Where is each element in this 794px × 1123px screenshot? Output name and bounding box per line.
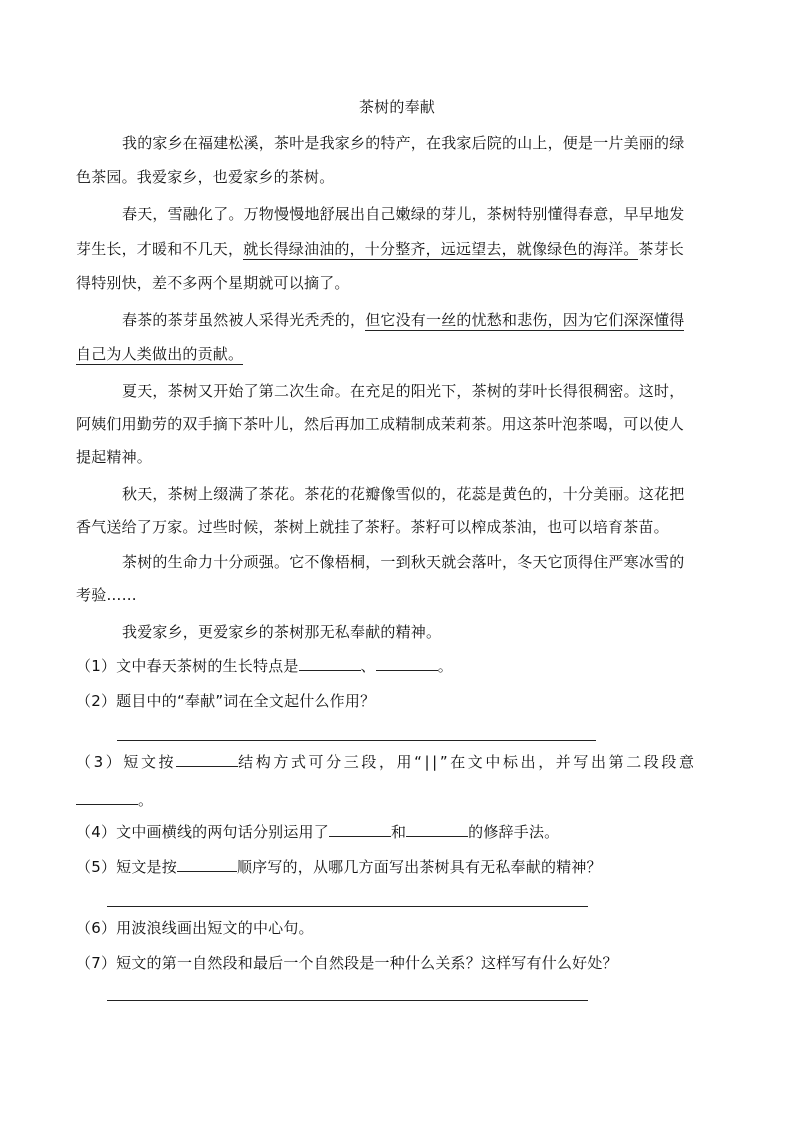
question-6: （6）用波浪线画出短文的中心句。 bbox=[76, 919, 314, 937]
passage-line bbox=[76, 238, 684, 260]
answer-blank[interactable] bbox=[176, 752, 238, 767]
passage-line: 我的家乡在福建松溪，茶叶是我家乡的特产，在我家后院的山上，便是一片美丽的绿 bbox=[122, 134, 685, 152]
passage-text: 茶芽长 bbox=[638, 240, 685, 258]
passage-line: 考验…… bbox=[76, 586, 137, 604]
question-3: （3）短文按 结构方式可分三段，用“||”在文中标出，并写出第二段段意 bbox=[76, 753, 697, 771]
answer-line[interactable] bbox=[107, 906, 588, 907]
passage-line: 我爱家乡，更爱家乡的茶树那无私奉献的精神。 bbox=[122, 623, 442, 641]
answer-blank[interactable] bbox=[329, 822, 391, 837]
passage-line bbox=[76, 343, 243, 365]
question-2: （2）题目中的“奉献”词在全文起什么作用？ bbox=[76, 692, 376, 710]
passage-text: 春茶的茶芽虽然被人采得光秃秃的， bbox=[122, 311, 366, 329]
answer-blank[interactable] bbox=[299, 656, 361, 671]
passage-line: 夏天，茶树又开始了第二次生命。在充足的阳光下，茶树的芽叶长得很稠密。这时， bbox=[122, 382, 685, 400]
passage-line: 得特别快，差不多两个星期就可以摘了。 bbox=[76, 274, 350, 292]
passage-line: 色茶园。我爱家乡，也爱家乡的茶树。 bbox=[76, 168, 335, 186]
question-1: （1）文中春天茶树的生长特点是 、 。 bbox=[76, 657, 453, 675]
answer-line[interactable] bbox=[107, 1000, 588, 1001]
underlined-sentence: 自己为人类做出的贡献。 bbox=[76, 345, 244, 363]
question-5: （5）短文是按 顺序写的，从哪几方面写出茶树具有无私奉献的精神？ bbox=[76, 858, 602, 876]
underlined-sentence: 但它没有一丝的忧愁和悲伤，因为它们深深懂得 bbox=[365, 311, 685, 329]
passage-line: 春天，雪融化了。万物慢慢地舒展出自己嫩绿的芽儿，茶树特别懂得春意，早早地发 bbox=[122, 205, 685, 223]
page-title: 茶树的奉献 bbox=[358, 98, 435, 116]
question-7: （7）短文的第一自然段和最后一个自然段是一种什么关系？这样写有什么好处？ bbox=[76, 954, 618, 972]
passage-text: 芽生长，才暖和不几天， bbox=[76, 240, 244, 258]
underlined-sentence: 就长得绿油油的，十分整齐，远远望去，就像绿色的海洋。 bbox=[243, 240, 639, 258]
answer-blank[interactable] bbox=[177, 857, 237, 872]
answer-blank[interactable] bbox=[406, 822, 468, 837]
passage-line bbox=[122, 309, 684, 331]
passage-line: 秋天，茶树上缀满了茶花。茶花的花瓣像雪似的，花蕊是黄色的，十分美丽。这花把 bbox=[122, 485, 685, 503]
question-3-cont: 。 bbox=[76, 789, 153, 811]
passage-line: 提起精神。 bbox=[76, 448, 153, 466]
passage-line: 茶树的生命力十分顽强。它不像梧桐，一到秋天就会落叶，冬天它顶得住严寒冰雪的 bbox=[122, 553, 685, 571]
passage-line: 香气送给了万家。过些时候，茶树上就挂了茶籽。茶籽可以榨成茶油，也可以培育茶苗。 bbox=[76, 518, 669, 536]
answer-blank[interactable] bbox=[376, 656, 438, 671]
answer-blank[interactable] bbox=[76, 790, 138, 805]
passage-line: 阿姨们用勤劳的双手摘下茶叶儿，然后再加工成精制成茉莉茶。用这茶叶泡茶喝，可以使人 bbox=[76, 415, 685, 433]
answer-line[interactable] bbox=[117, 740, 596, 741]
question-4: （4）文中画横线的两句话分别运用了 和 的修辞手法。 bbox=[76, 823, 560, 841]
